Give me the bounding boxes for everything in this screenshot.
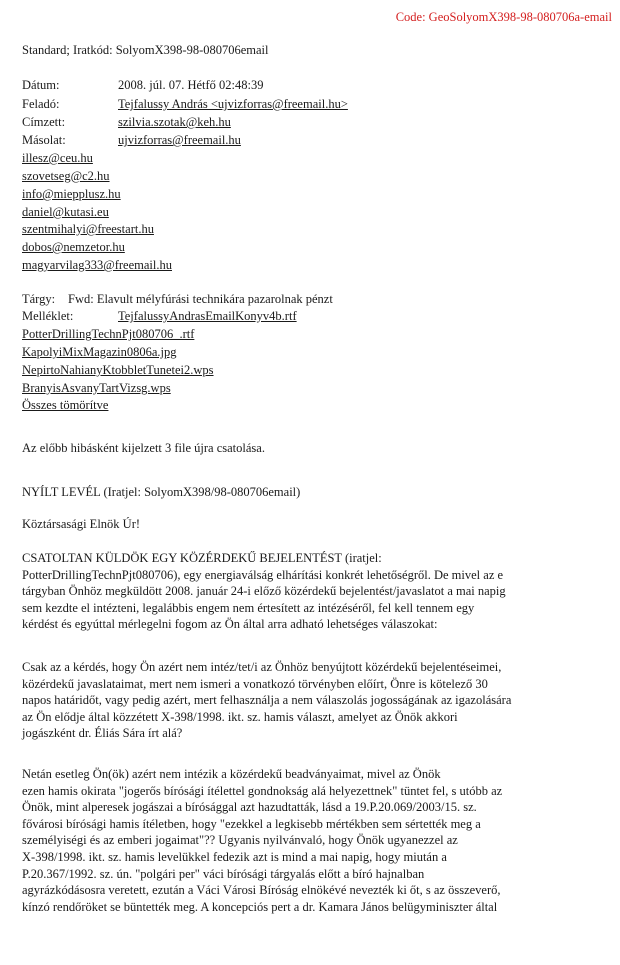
reattach-note: Az előbb hibásként kijelzett 3 file újra csatolása. (22, 441, 265, 455)
attachment-link-2[interactable]: PotterDrillingTechnPjt080706_.rtf (22, 327, 195, 341)
paragraph-2 (22, 659, 612, 742)
paragraph-2-line-5: jogászként dr. Éliás Sára írt alá? (22, 726, 183, 741)
subject-value: Fwd: Elavult mélyfúrási technikára pazarolnak pénzt (68, 292, 333, 306)
date-label: Dátum: (22, 78, 60, 92)
paragraph-2-line-1: Csak az a kérdés, hogy Ön azért nem intéz/tet/i az Önhöz benyújtott közérdekű bejelentéseimei, (22, 660, 502, 674)
paragraph-3 (22, 766, 612, 915)
paragraph-3-line-9: kínzó rendőröket se büntették meg. A koncepciós pert a dr. Kamara János belügyminiszter által (22, 899, 498, 914)
paragraph-3-line-1: Netán esetleg Ön(ök) azért nem intézik a közérdekű beadványaimat, mivel az Önök (22, 767, 441, 781)
open-letter-heading: NYÍLT LEVÉL (Iratjel: SolyomX398/98-080706email) (22, 485, 301, 499)
paragraph-1 (22, 550, 612, 633)
salutation: Köztársasági Elnök Úr! (22, 517, 141, 531)
attachment-link-all[interactable]: Összes tömörítve (22, 398, 109, 412)
paragraph-1-line-3: tárgyban Önhöz megküldött 2008. január 24-i előző közérdekű bejelentést/javaslatot a mai napig (22, 584, 506, 599)
to-email-link[interactable]: szilvia.szotak@keh.hu (118, 115, 231, 129)
paragraph-3-line-6: X-398/1998. ikt. sz. hamis levelükkel fedezik azt is mind a mai napig, hogy miután a (22, 849, 447, 864)
document-code: Code: GeoSolyomX398-98-080706a-email (395, 10, 612, 24)
cc-list-item-7[interactable]: magyarvilag333@freemail.hu (22, 258, 172, 272)
paragraph-2-line-4: az Ön elődje által közzétett X-398/1998. ikt. sz. hamis választ, amelyet az Önök akkori (22, 709, 458, 724)
from-label: Feladó: (22, 97, 60, 111)
paragraph-3-line-4: fővárosi bírósági hamis ítéletben, hogy "ezekkel a legkisebb mértékben sem sértették meg a (22, 816, 481, 831)
paragraph-1-line-1: CSATOLTAN KÜLDÖK EGY KÖZÉRDEKŰ BEJELENTÉST (iratjel: (22, 551, 382, 565)
to-label: Címzett: (22, 115, 66, 129)
paragraph-1-line-4: sem kezdte el intézteni, legalábbis engem nem értesített az intézéséről, fel kell tennem egy (22, 600, 475, 615)
cc-list-item-2[interactable]: szovetseg@c2.hu (22, 169, 110, 183)
paragraph-1-line-2: PotterDrillingTechnPjt080706), egy energiaválság elhárítási konkrét lehetőségről. De mivel az e (22, 567, 504, 582)
cc-email-link[interactable]: ujvizforras@freemail.hu (118, 133, 241, 147)
attachment-link-3[interactable]: KapolyiMixMagazin0806a.jpg (22, 345, 177, 359)
paragraph-2-line-2: közérdekű javaslataimat, mert nem ismeri a vonatkozó törvényben előírt, Önre is kötelező 30 (22, 676, 488, 691)
paragraph-2-line-3: napos határidőt, vagy pedig azért, mert felhasználja a nem válaszolás jogosságának az igazolására (22, 693, 512, 708)
paragraph-3-line-7: P.20.367/1992. sz. ún. "polgári per" váci bírósági tárgyalás előtt a bíró hajnalban (22, 866, 425, 881)
paragraph-3-line-3: Önök, mint alperesek jogászai a bírósággal azt hazudtatták, lásd a 19.P.20.069/2003/15. sz. (22, 800, 477, 815)
attachments-label: Melléklet: (22, 309, 74, 323)
cc-list-item-4[interactable]: daniel@kutasi.eu (22, 205, 109, 219)
attachment-link-1[interactable]: TejfalussyAndrasEmailKonyv4b.rtf (118, 309, 297, 323)
attachment-link-5[interactable]: BranyisAsvanyTartVizsg.wps (22, 381, 171, 395)
paragraph-1-line-5: kérdést és egyúttal mérlegelni fogom az Ön által arra adható lehetséges válaszokat: (22, 617, 438, 632)
cc-label: Másolat: (22, 133, 66, 147)
from-value[interactable]: Tejfalussy András <ujvizforras@freemail.hu> (118, 97, 348, 111)
cc-list-item-6[interactable]: dobos@nemzetor.hu (22, 240, 125, 254)
cc-list-item-3[interactable]: info@miepplusz.hu (22, 187, 121, 201)
attachment-link-4[interactable]: NepirtoNahianyKtobbletTunetei2.wps (22, 363, 214, 377)
cc-list-item-1[interactable]: illesz@ceu.hu (22, 151, 93, 165)
paragraph-3-line-2: ezen hamis okirata "jogerős bírósági ítélettel gondnokság alá helyezettnek" tüntet fel, s utóbb az (22, 783, 503, 798)
paragraph-3-line-8: agyrázkódásosra veretett, ezután a Váci Városi Bíróság elnökévé nevezték ki őt, s az összeverő, (22, 883, 501, 898)
cc-list-item-5[interactable]: szentmihalyi@freestart.hu (22, 222, 154, 236)
subject-label: Tárgy: (22, 292, 56, 306)
standard-line: Standard; Iratkód: SolyomX398-98-080706email (22, 43, 269, 57)
paragraph-3-line-5: személyiségi és az emberi jogaimat"?? Ugyanis nyilvánvaló, hogy Önök ugyanezzel az (22, 833, 458, 848)
date-value: 2008. júl. 07. Hétfő 02:48:39 (118, 78, 264, 92)
